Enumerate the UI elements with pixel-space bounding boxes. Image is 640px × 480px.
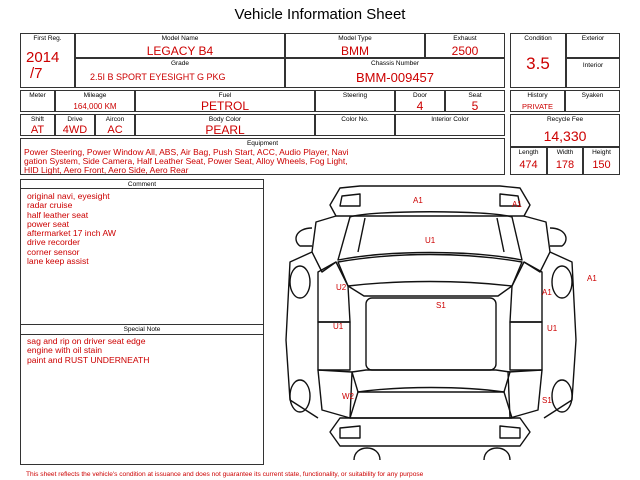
dash-line xyxy=(348,286,512,296)
height-label: Height xyxy=(592,149,611,156)
model-type-value: BMM xyxy=(341,44,369,58)
history-value: PRIVATE xyxy=(522,102,553,111)
left-mirror xyxy=(296,228,312,246)
body-color-label: Body Color xyxy=(208,116,242,123)
damage-code: A1 xyxy=(587,274,597,283)
comment-line: radar cruise xyxy=(27,200,73,211)
comment-line: aftermarket 17 inch AW xyxy=(27,228,116,239)
disclaimer: This sheet reflects the vehicle's condition at issuance and does not guarantee its current state, functionality, or suitability for any purpose xyxy=(26,471,424,478)
door-value: 4 xyxy=(416,99,424,113)
damage-code: A1 xyxy=(512,200,522,209)
aircon-label: Aircon xyxy=(105,116,125,123)
recycle-fee-label: Recycle Fee xyxy=(546,116,584,123)
seat-value: 5 xyxy=(471,99,479,113)
condition-label: Condition xyxy=(524,35,552,42)
model-name-value: LEGACY B4 xyxy=(146,44,214,58)
roof-panel xyxy=(366,298,496,370)
damage-code: A1 xyxy=(542,288,552,297)
condition-score: 3.5 xyxy=(526,54,550,73)
seat-label: Seat xyxy=(468,92,482,99)
right-mirror xyxy=(550,228,566,246)
interior-label: Interior xyxy=(582,62,604,69)
right-rear-quarter xyxy=(508,370,542,418)
first-reg-month: /7 xyxy=(30,65,43,82)
equipment-line: HID Light, Aero Front, Aero Side, Aero Rear xyxy=(24,165,189,175)
comment-line: original navi, eyesight xyxy=(27,191,110,201)
equipment-line: gation System, Side Camera, Half Leather Seat, Power Seat, Alloy Wheels, Fog Light, xyxy=(24,156,348,166)
damage-code: S1 xyxy=(542,396,552,405)
mileage-label: Mileage xyxy=(83,92,107,99)
syaken-label: Syaken xyxy=(581,92,604,99)
model-name-label: Model Name xyxy=(161,35,199,42)
aircon-value: AC xyxy=(107,124,123,136)
exterior-label: Exterior xyxy=(581,35,605,42)
comment-label: Comment xyxy=(127,181,157,188)
shift-value: AT xyxy=(30,124,45,136)
hood-lines xyxy=(358,218,504,252)
body-color-value: PEARL xyxy=(205,123,245,137)
comment-line: drive recorder xyxy=(27,237,81,248)
equipment-line: Power Steering, Power Window All, ABS, Air Bag, Push Start, ACC, Audio Player, Navi xyxy=(24,147,349,157)
special-note-label: Special Note xyxy=(123,326,161,333)
damage-code: W2 xyxy=(342,392,354,401)
fuel-value: PETROL xyxy=(200,99,249,113)
page-title: Vehicle Information Sheet xyxy=(234,6,406,23)
first-reg-year: 2014 xyxy=(26,49,60,66)
fuel-label: Fuel xyxy=(218,92,232,99)
comment-line: corner sensor xyxy=(27,246,80,257)
mileage-value: 164,000 KM xyxy=(73,102,117,111)
equipment-label: Equipment xyxy=(246,140,279,147)
length-label: Length xyxy=(518,149,539,156)
right-rear-door xyxy=(510,322,542,370)
steering-label: Steering xyxy=(342,92,368,99)
damage-code: U1 xyxy=(547,324,558,333)
width-label: Width xyxy=(556,149,574,156)
chassis-number-value: BMM-009457 xyxy=(355,70,435,85)
windshield xyxy=(338,255,522,287)
model-type-label: Model Type xyxy=(338,35,372,42)
damage-code: S1 xyxy=(436,301,446,310)
tail-lights xyxy=(340,426,520,438)
special-note-line: paint and RUST UNDERNEATH xyxy=(27,354,150,365)
right-front-wheel xyxy=(552,266,572,298)
drive-label: Drive xyxy=(67,116,83,123)
exhaust-value: 2500 xyxy=(451,44,479,58)
damage-code: U1 xyxy=(333,322,344,331)
damage-code: A1 xyxy=(413,196,423,205)
rear-window xyxy=(352,370,510,392)
shift-label: Shift xyxy=(30,116,44,123)
length-value: 474 xyxy=(519,159,538,171)
comment-line: power seat xyxy=(27,218,70,229)
door-label: Door xyxy=(412,92,428,99)
headlights xyxy=(340,194,520,206)
chassis-number-label: Chassis Number xyxy=(370,60,420,67)
history-label: History xyxy=(527,92,548,99)
first-reg-label: First Reg. xyxy=(33,35,62,42)
interior-color-label: Interior Color xyxy=(431,116,469,123)
width-value: 178 xyxy=(555,159,575,171)
special-note-line: sag and rip on driver seat edge xyxy=(27,336,146,346)
meter-label: Meter xyxy=(29,92,46,99)
comment-line: half leather seat xyxy=(27,209,89,220)
bottom-wheel-arcs xyxy=(354,448,510,460)
left-front-wheel xyxy=(290,266,310,298)
special-note-line: engine with oil stain xyxy=(27,345,103,356)
recycle-fee-value: 14,330 xyxy=(543,128,587,144)
damage-code: U2 xyxy=(336,283,347,292)
exhaust-label: Exhaust xyxy=(453,35,477,42)
damage-code: U1 xyxy=(425,236,436,245)
grade-value: 2.5I B SPORT EYESIGHT G PKG xyxy=(90,72,226,82)
height-value: 150 xyxy=(592,159,611,171)
comment-line: lane keep assist xyxy=(27,256,89,267)
color-no-label: Color No. xyxy=(341,116,369,123)
drive-value: 4WD xyxy=(62,124,88,136)
grade-label: Grade xyxy=(170,60,190,67)
